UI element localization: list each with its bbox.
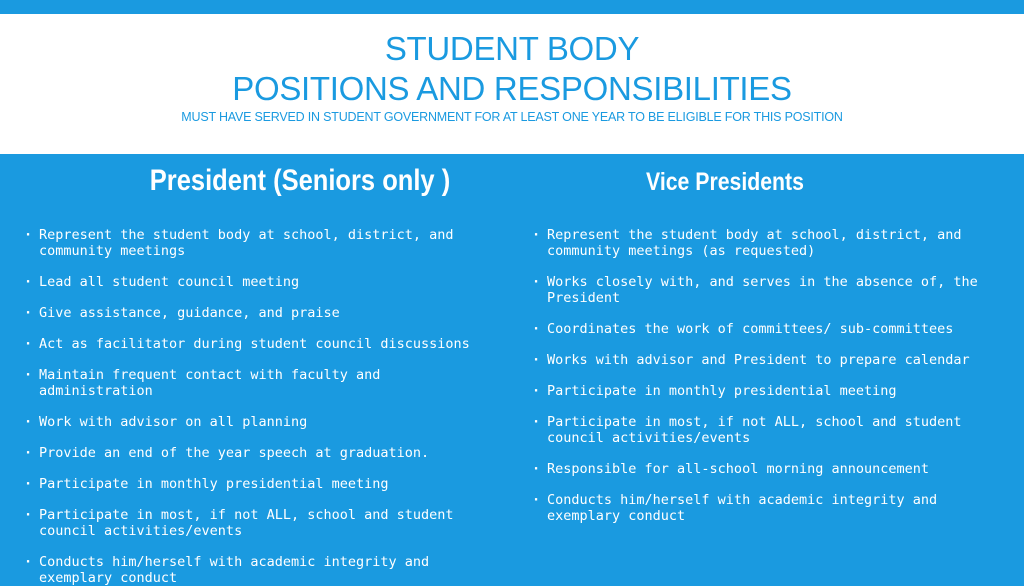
list-item: · Work with advisor on all planning	[24, 414, 494, 430]
vice-presidents-responsibilities-list	[532, 227, 1002, 524]
president-heading: President (Seniors only )	[149, 164, 451, 197]
list-item: · Conducts him/herself with academic integrity and exemplary conduct	[24, 554, 494, 586]
list-item: · Give assistance, guidance, and praise	[24, 305, 494, 321]
list-item: · Lead all student council meeting	[24, 274, 494, 290]
list-item: · Represent the student body at school, district, and community meetings	[24, 227, 494, 259]
page-title-line-1: STUDENT BODY	[384, 30, 640, 67]
title-header	[0, 14, 1024, 154]
page-subtitle: MUST HAVE SERVED IN STUDENT GOVERNMENT FOR AT LEAST ONE YEAR TO BE ELIGIBLE FOR THIS POSITION	[181, 110, 843, 124]
list-item: · Responsible for all-school morning announcement	[532, 461, 1002, 477]
page-title-line-2: POSITIONS AND RESPONSIBILITIES	[232, 70, 792, 107]
list-item: · Represent the student body at school, district, and community meetings (as requested)	[532, 227, 1002, 259]
list-item: · Works with advisor and President to prepare calendar	[532, 352, 1002, 368]
list-item: · Participate in monthly presidential meeting	[532, 383, 1002, 399]
president-responsibilities-list	[24, 227, 494, 586]
list-item: · Participate in most, if not ALL, school and student council activities/events	[532, 414, 1002, 446]
list-item: · Act as facilitator during student council discussions	[24, 336, 494, 352]
list-item: · Coordinates the work of committees/ sub-committees	[532, 321, 1002, 337]
list-item: · Maintain frequent contact with faculty and administration	[24, 367, 494, 399]
list-item: · Provide an end of the year speech at graduation.	[24, 445, 494, 461]
list-item: · Participate in monthly presidential meeting	[24, 476, 494, 492]
list-item: · Participate in most, if not ALL, school and student council activities/events	[24, 507, 494, 539]
list-item: · Works closely with, and serves in the absence of, the President	[532, 274, 1002, 306]
vice-presidents-heading: Vice Presidents	[646, 168, 804, 196]
top-accent-bar	[0, 0, 1024, 14]
list-item: · Conducts him/herself with academic integrity and exemplary conduct	[532, 492, 1002, 524]
